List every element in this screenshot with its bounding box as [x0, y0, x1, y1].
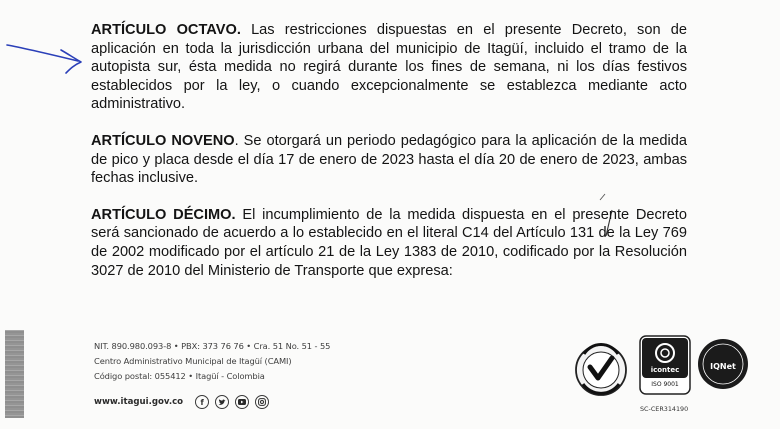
article-heading: ARTÍCULO OCTAVO. [91, 22, 241, 38]
article-noveno [91, 132, 687, 188]
page-edge-bar [5, 330, 24, 418]
decree-articles [91, 21, 687, 298]
certificate-code: SC-CER314190 [640, 405, 689, 413]
hand-drawn-arrow-annotation [4, 38, 94, 83]
article-octavo [91, 21, 687, 114]
article-body: Las restricciones dispuestas en el presente Decreto, son de aplicación en toda la jurisdicción urbana del municipio de Itagüí, incluido el tramo de la autopista sur, ésta medida no regirá durante los fines de semana, ni los días festivos establecidos por la ley, o cuando excepcionalmente se establezca mediante acto administrativo. [91, 22, 687, 113]
footer-nit-line: NIT. 890.980.093-8 • PBX: 373 76 76 • Cra. 51 No. 51 - 55 [94, 341, 331, 351]
certificado-seal-icon [576, 345, 626, 395]
instagram-icon[interactable] [255, 395, 269, 409]
footer-web-row [94, 393, 269, 411]
website-link[interactable]: www.itagui.gov.co [94, 397, 184, 407]
footer-contact-info [94, 339, 394, 384]
iqnet-label: IQNet [710, 362, 736, 371]
youtube-icon[interactable] [235, 395, 249, 409]
article-body: El incumplimiento de la medida dispuesta en el presente Decreto será sancionado de acuerdo a lo establecido en el literal C14 del Artículo 131 de la Ley 769 de 2002 modificado por el artículo 21 de la Ley 1383 de 2010, codificado por la Resolución 3027 de 2010 del Ministerio de Transporte que expresa: [91, 206, 687, 279]
footer-address-line: Centro Administrativo Municipal de Itagüí (CAMI) [94, 356, 292, 366]
article-body: . Se otorgará un periodo pedagógico para la aplicación de la medida de pico y placa desde el día 17 de enero de 2023 hasta el día 20 de enero de 2023, ambas fechas inclusive. [91, 132, 687, 187]
icontec-label: icontec [650, 366, 680, 374]
article-heading: ARTÍCULO NOVENO [91, 132, 235, 149]
article-decimo [91, 206, 687, 280]
twitter-icon[interactable] [215, 395, 229, 409]
article-heading: ARTÍCULO DÉCIMO. [91, 206, 236, 223]
iso-label: ISO 9001 [651, 381, 679, 388]
facebook-icon[interactable]: f [195, 395, 209, 409]
footer-postal-line: Código postal: 055412 • Itagüí - Colombia [94, 371, 265, 381]
